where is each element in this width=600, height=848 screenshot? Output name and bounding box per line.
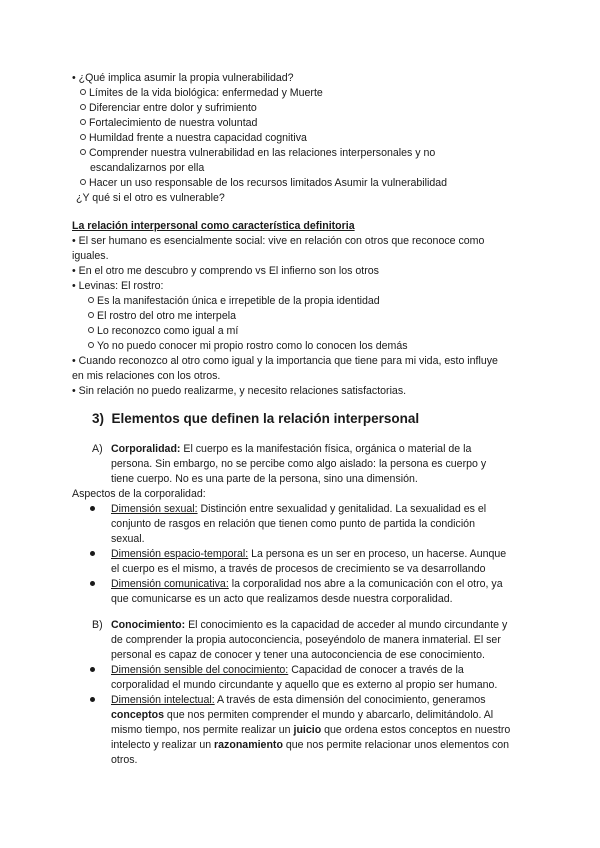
list-item: Yo no puedo conocer mi propio rostro como lo conocen los demás bbox=[88, 339, 408, 354]
hollow-bullet-icon bbox=[88, 342, 94, 348]
list-item: Humildad frente a nuestra capacidad cognitiva bbox=[80, 131, 307, 146]
filled-bullet-icon bbox=[90, 551, 95, 556]
list-item-continuation: escandalizarnos por ella bbox=[90, 162, 205, 174]
bullet-dot bbox=[90, 502, 95, 517]
dimension-line: que comunicarse es un acto que realizamos desde nuestra corporalidad. bbox=[111, 593, 453, 605]
dimension-line: conjunto de rasgos en relación que tienen como punto de partida la condición bbox=[111, 518, 475, 530]
part-a-line: tiene cuerpo. No es una parte de la persona, sino una dimensión. bbox=[111, 473, 418, 485]
paragraph-continuation: iguales. bbox=[72, 250, 109, 262]
bullet-dot bbox=[90, 547, 95, 562]
section-heading: 3) Elementos que definen la relación interpersonal bbox=[92, 411, 420, 426]
dimension-line: el cuerpo es el mismo, a través de procesos de crecimiento se va desarrollando bbox=[111, 563, 486, 575]
bullet-paragraph: • Levinas: El rostro: bbox=[72, 280, 164, 292]
part-letter: A) bbox=[92, 443, 103, 455]
hollow-bullet-icon bbox=[80, 179, 86, 185]
bullet-question: • ¿Qué implica asumir la propia vulnerabilidad? bbox=[72, 72, 294, 84]
dimension-line: Dimensión sensible del conocimiento: Capacidad de conocer a través de la bbox=[111, 664, 464, 676]
list-item: Lo reconozco como igual a mí bbox=[88, 324, 238, 339]
part-b-line: de comprender la propia autoconciencia, poseyéndolo de manera inmaterial. El ser bbox=[111, 634, 501, 646]
list-item: Comprender nuestra vulnerabilidad en las relaciones interpersonales y no bbox=[80, 146, 435, 161]
bullet-paragraph: • Cuando reconozco al otro como igual y la importancia que tiene para mi vida, esto influye bbox=[72, 355, 498, 367]
conocimiento-label: Conocimiento: bbox=[111, 619, 186, 631]
dimension-intelectual-label: Dimensión intelectual: bbox=[111, 694, 215, 706]
part-b-line: personal es capaz de conocer y tener una autoconciencia de ese conocimiento. bbox=[111, 649, 485, 661]
filled-bullet-icon bbox=[90, 697, 95, 702]
part-letter: B) bbox=[92, 619, 103, 631]
filled-bullet-icon bbox=[90, 667, 95, 672]
dimension-line: Dimensión intelectual: A través de esta dimensión del conocimiento, generamos bbox=[111, 694, 486, 706]
hollow-bullet-icon bbox=[80, 119, 86, 125]
bullet-paragraph: • Sin relación no puedo realizarme, y necesito relaciones satisfactorias. bbox=[72, 385, 407, 397]
part-b-line: Conocimiento: El conocimiento es la capacidad de acceder al mundo circundante y bbox=[111, 619, 508, 631]
part-a-line: Corporalidad: El cuerpo es la manifestación física, orgánica o material de la bbox=[111, 443, 472, 455]
list-item: Hacer un uso responsable de los recursos limitados Asumir la vulnerabilidad bbox=[80, 176, 447, 191]
filled-bullet-icon bbox=[90, 506, 95, 511]
bullet-paragraph: • El ser humano es esencialmente social: vive en relación con otros que reconoce como bbox=[72, 235, 485, 247]
hollow-bullet-icon bbox=[80, 89, 86, 95]
section-title: La relación interpersonal como característica definitoria bbox=[72, 220, 355, 232]
hollow-bullet-icon bbox=[88, 312, 94, 318]
dimension-line: mismo tiempo, nos permite realizar un juicio que ordena estos conceptos en nuestro bbox=[111, 724, 511, 736]
list-item: Es la manifestación única e irrepetible de la propia identidad bbox=[88, 294, 380, 309]
dimension-line: intelecto y realizar un razonamiento que nos permite relacionar unos elementos con bbox=[111, 739, 510, 751]
dimension-line: corporalidad el mundo circundante y aquello que es externo al propio ser humano. bbox=[111, 679, 498, 691]
keyword-conceptos: conceptos bbox=[111, 709, 164, 721]
part-a-line: persona. Sin embargo, no se percibe como algo aislado: la persona es cuerpo y bbox=[111, 458, 487, 470]
keyword-razonamiento: razonamiento bbox=[214, 739, 283, 751]
dimension-line: otros. bbox=[111, 754, 138, 766]
keyword-juicio: juicio bbox=[293, 724, 322, 736]
list-item: Fortalecimiento de nuestra voluntad bbox=[80, 116, 257, 131]
dimension-line: Dimensión espacio-temporal: La persona es un ser en proceso, un hacerse. Aunque bbox=[111, 548, 507, 560]
paragraph-continuation: en mis relaciones con los otros. bbox=[72, 370, 221, 382]
dimension-line: sexual. bbox=[111, 533, 145, 545]
hollow-bullet-icon bbox=[80, 134, 86, 140]
hollow-bullet-icon bbox=[80, 104, 86, 110]
closing-question: ¿Y qué si el otro es vulnerable? bbox=[76, 192, 225, 204]
bullet-dot bbox=[90, 663, 95, 678]
hollow-bullet-icon bbox=[88, 327, 94, 333]
dimension-line: Dimensión comunicativa: la corporalidad nos abre a la comunicación con el otro, ya bbox=[111, 578, 503, 590]
dimension-sexual-label: Dimensión sexual: bbox=[111, 503, 198, 515]
dimension-sensible-label: Dimensión sensible del conocimiento: bbox=[111, 664, 289, 676]
bullet-dot bbox=[90, 693, 95, 708]
hollow-bullet-icon bbox=[88, 297, 94, 303]
filled-bullet-icon bbox=[90, 581, 95, 586]
vulnerability-question: ¿Qué implica asumir la propia vulnerabilidad? bbox=[78, 72, 294, 84]
dimension-espacio-temporal-label: Dimensión espacio-temporal: bbox=[111, 548, 249, 560]
list-item: Diferenciar entre dolor y sufrimiento bbox=[80, 101, 257, 116]
list-item: El rostro del otro me interpela bbox=[88, 309, 236, 324]
aspects-label: Aspectos de la corporalidad: bbox=[72, 488, 206, 500]
hollow-bullet-icon bbox=[80, 149, 86, 155]
dimension-comunicativa-label: Dimensión comunicativa: bbox=[111, 578, 229, 590]
bullet-dot bbox=[90, 577, 95, 592]
dimension-line: Dimensión sexual: Distinción entre sexualidad y genitalidad. La sexualidad es el bbox=[111, 503, 487, 515]
dimension-line: conceptos que nos permiten comprender el mundo y abarcarlo, delimitándolo. Al bbox=[111, 709, 494, 721]
bullet-paragraph: • En el otro me descubro y comprendo vs El infierno son los otros bbox=[72, 265, 379, 277]
list-item: Límites de la vida biológica: enfermedad y Muerte bbox=[80, 86, 323, 101]
corporalidad-label: Corporalidad: bbox=[111, 443, 181, 455]
